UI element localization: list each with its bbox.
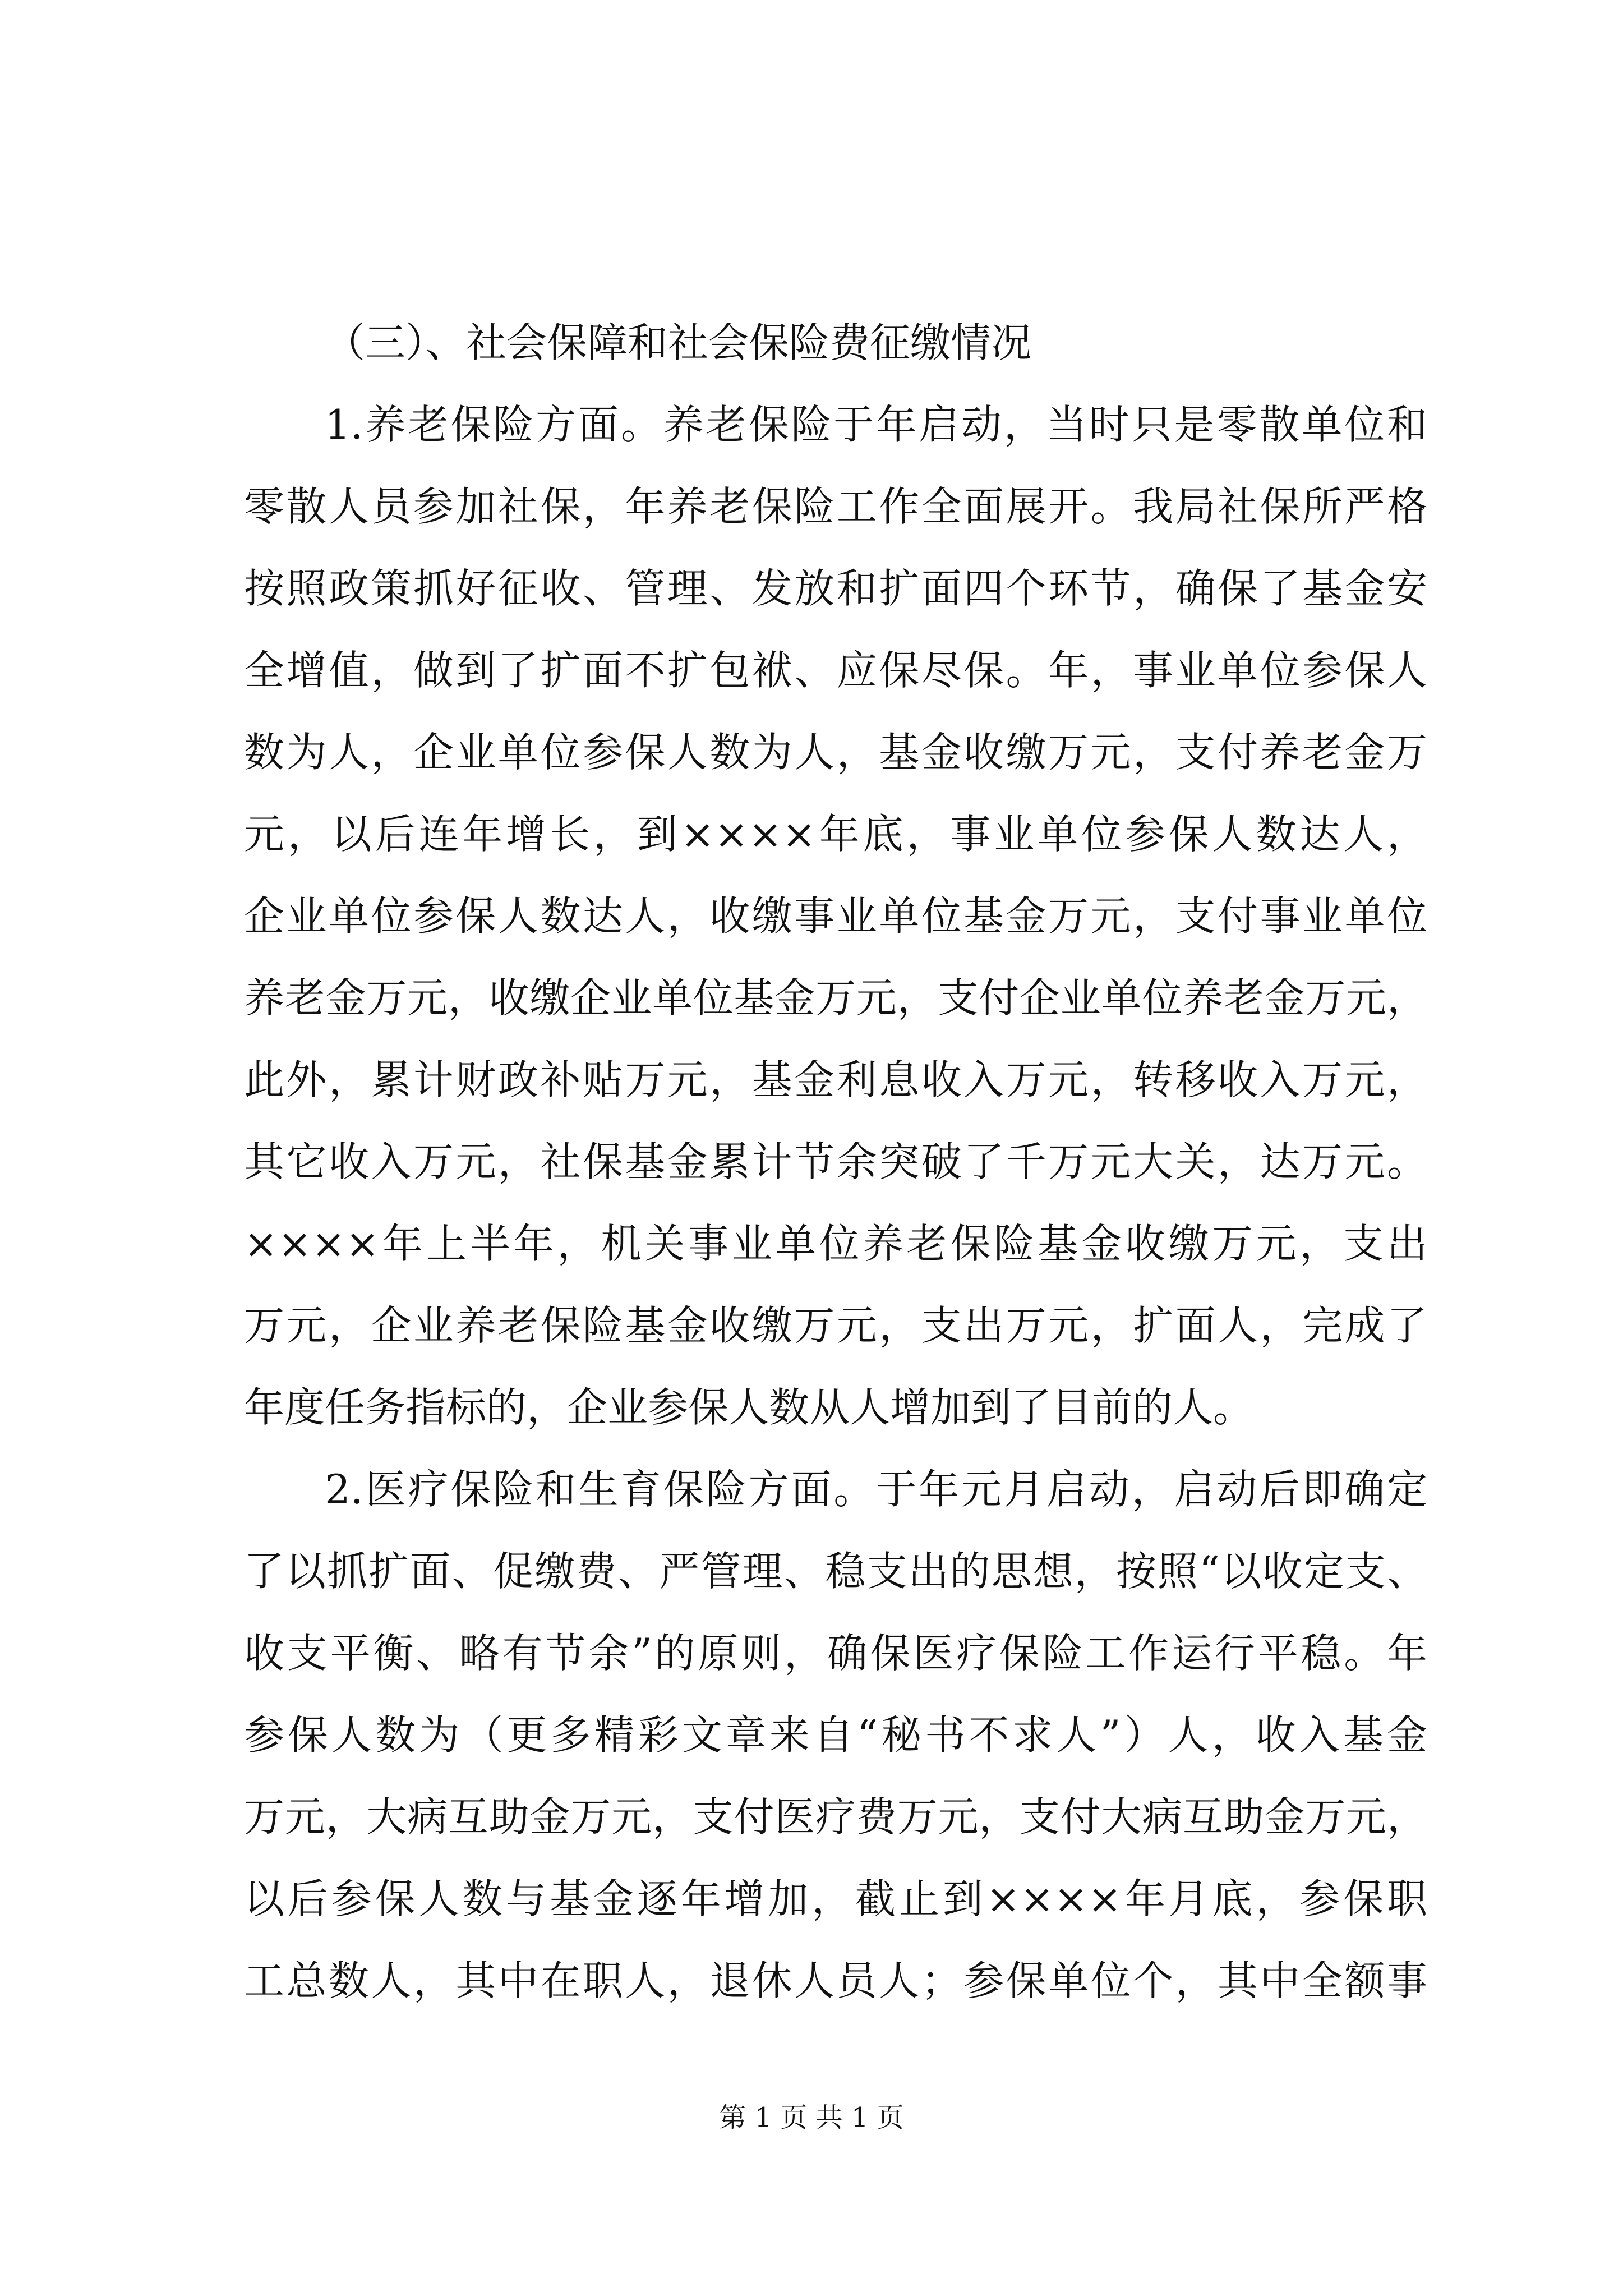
paragraph-line: 此外，累计财政补贴万元，基金利息收入万元，转移收入万元，: [244, 1056, 1427, 1103]
paragraph-line: 1.养老保险方面。养老保险于年启动，当时只是零散单位和: [325, 401, 1427, 448]
paragraph-line: 以后参保人数与基金逐年增加，截止到××××年月底，参保职: [244, 1875, 1427, 1922]
paragraph-line: 收支平衡、略有节余”的原则，确保医疗保险工作运行平稳。年: [244, 1630, 1427, 1677]
paragraph-line: 工总数人，其中在职人，退休人员人；参保单位个，其中全额事: [244, 1957, 1427, 2004]
paragraph-line: 其它收入万元，社保基金累计节余突破了千万元大关，达万元。: [244, 1138, 1427, 1185]
paragraph-pension: [244, 384, 1427, 1448]
page-number-footer: 第 1 页 共 1 页: [719, 2102, 904, 2133]
paragraph-line: 零散人员参加社保，年养老保险工作全面展开。我局社保所严格: [244, 483, 1427, 530]
section-heading: （三）、社会保障和社会保险费征缴情况: [325, 319, 1032, 366]
paragraph-line: 数为人，企业单位参保人数为人，基金收缴万元，支付养老金万: [244, 729, 1427, 776]
paragraph-line: 年度任务指标的，企业参保人数从人增加到了目前的人。: [244, 1384, 1254, 1431]
document-body: [244, 302, 1427, 2022]
paragraph-line: 万元，大病互助金万元，支付医疗费万元，支付大病互助金万元，: [244, 1793, 1427, 1841]
paragraph-line: 养老金万元，收缴企业单位基金万元，支付企业单位养老金万元，: [244, 974, 1427, 1022]
paragraph-medical: [244, 1448, 1427, 2022]
paragraph-line: 企业单位参保人数达人，收缴事业单位基金万元，支付事业单位: [244, 892, 1427, 940]
paragraph-line: 全增值，做到了扩面不扩包袱、应保尽保。年，事业单位参保人: [244, 647, 1427, 694]
paragraph-line: 按照政策抓好征收、管理、发放和扩面四个环节，确保了基金安: [244, 565, 1427, 612]
paragraph-line: 了以抓扩面、促缴费、严管理、稳支出的思想，按照“以收定支、: [244, 1548, 1427, 1595]
paragraph-line: 元，以后连年增长，到××××年底，事业单位参保人数达人，: [244, 811, 1427, 858]
paragraph-line: ××××年上半年，机关事业单位养老保险基金收缴万元，支出: [244, 1220, 1427, 1267]
paragraph-line: 万元，企业养老保险基金收缴万元，支出万元，扩面人，完成了: [244, 1302, 1427, 1349]
paragraph-line: 2.医疗保险和生育保险方面。于年元月启动，启动后即确定: [325, 1466, 1427, 1513]
paragraph-line: 参保人数为（更多精彩文章来自“秘书不求人”）人，收入基金: [244, 1711, 1427, 1759]
